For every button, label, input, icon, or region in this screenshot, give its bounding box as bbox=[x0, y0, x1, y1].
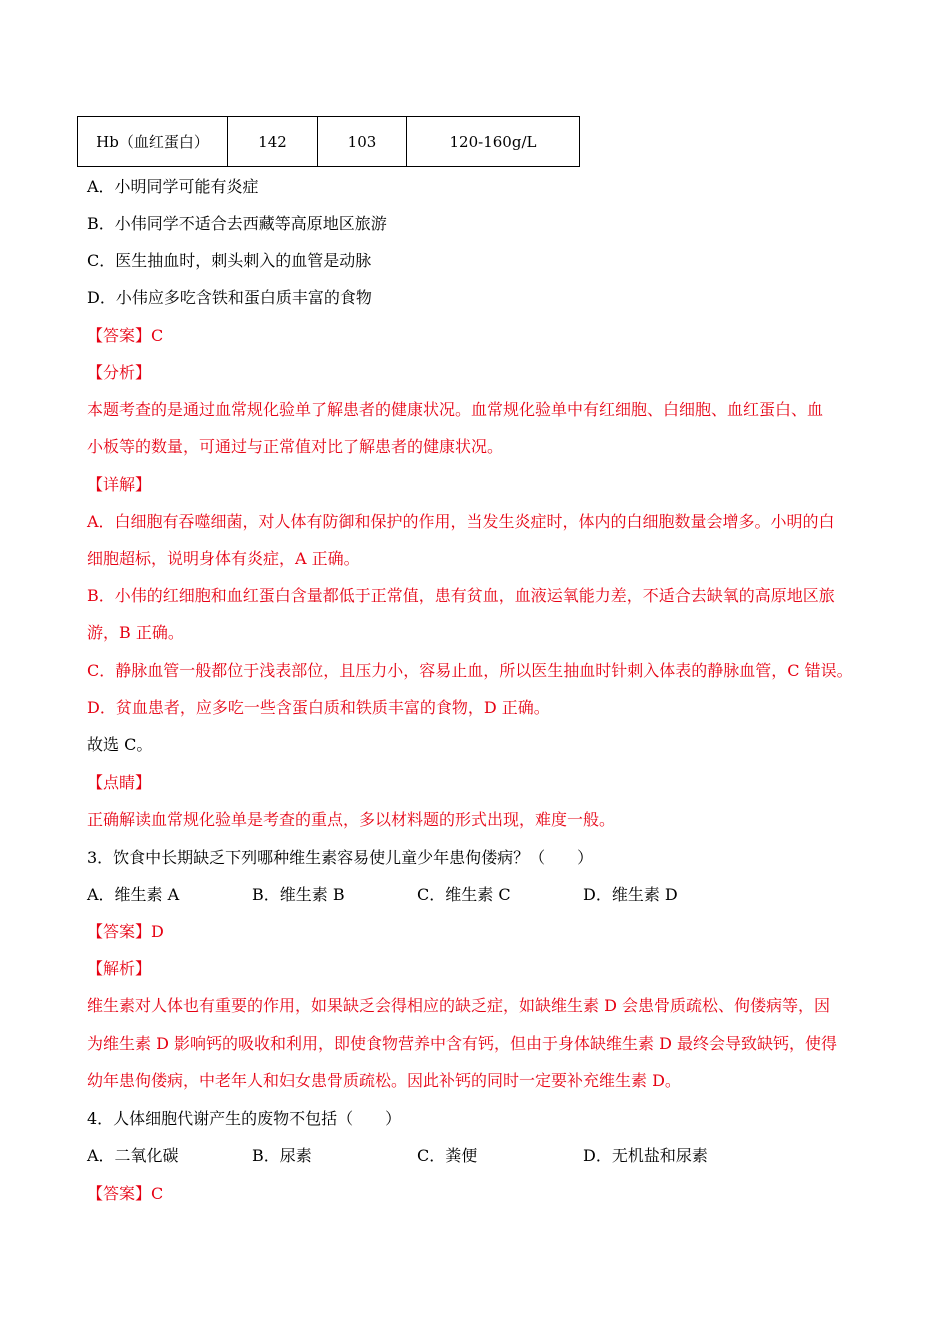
q3-option-a: A．维生素 A bbox=[87, 885, 180, 904]
q3-answer: 【答案】D bbox=[87, 922, 164, 941]
q3-explain-label: 【解析】 bbox=[87, 959, 152, 978]
q2-analysis-label: 【分析】 bbox=[87, 363, 152, 382]
table-row bbox=[78, 117, 580, 167]
q2-detail-line-6: D．贫血患者，应多吃一些含蛋白质和铁质丰富的食物，D 正确。 bbox=[87, 698, 550, 717]
table-cell-xiaoming: 142 bbox=[228, 117, 318, 167]
q2-detail-line-1: A．白细胞有吞噬细菌，对人体有防御和保护的作用，当发生炎症时，体内的白细胞数量会增多。小明的白 bbox=[87, 512, 835, 531]
q3-explain-line-3: 幼年患佝偻病，中老年人和妇女患骨质疏松。因此补钙的同时一定要补充维生素 D。 bbox=[87, 1071, 681, 1090]
q2-comment: 正确解读血常规化验单是考查的重点，多以材料题的形式出现，难度一般。 bbox=[87, 810, 616, 829]
table-cell-normal-range: 120-160g/L bbox=[407, 117, 580, 167]
q3-option-c: C．维生素 C bbox=[417, 885, 511, 904]
q4-option-a: A．二氧化碳 bbox=[87, 1146, 179, 1165]
q4-options bbox=[87, 1146, 787, 1166]
q2-analysis-line-1: 本题考查的是通过血常规化验单了解患者的健康状况。血常规化验单中有红细胞、白细胞、血红蛋白、血 bbox=[87, 400, 824, 419]
q2-answer: 【答案】C bbox=[87, 326, 164, 345]
q4-option-c: C．粪便 bbox=[417, 1146, 478, 1165]
q2-analysis-line-2: 小板等的数量，可通过与正常值对比了解患者的健康状况。 bbox=[87, 437, 504, 456]
q2-detail-line-5: C．静脉血管一般都位于浅表部位，且压力小，容易止血，所以医生抽血时针刺入体表的静脉血管，C 错误。 bbox=[87, 661, 853, 680]
q3-explain-line-1: 维生素对人体也有重要的作用，如果缺乏会得相应的缺乏症，如缺维生素 D 会患骨质疏松、佝偻病等，因 bbox=[87, 996, 831, 1015]
q2-detail-label: 【详解】 bbox=[87, 475, 152, 494]
q3-option-d: D．维生素 D bbox=[583, 885, 678, 904]
table-cell-item: Hb（血红蛋白） bbox=[78, 117, 228, 167]
q3-options bbox=[87, 885, 787, 905]
q2-option-a: A．小明同学可能有炎症 bbox=[87, 177, 259, 196]
blood-test-table bbox=[77, 116, 580, 167]
q2-option-d: D．小伟应多吃含铁和蛋白质丰富的食物 bbox=[87, 288, 372, 307]
q4-answer: 【答案】C bbox=[87, 1184, 164, 1203]
q2-option-b: B．小伟同学不适合去西藏等高原地区旅游 bbox=[87, 214, 387, 233]
q4-option-d: D．无机盐和尿素 bbox=[583, 1146, 708, 1165]
q3-option-b: B．维生素 B bbox=[252, 885, 345, 904]
q2-detail-line-4: 游，B 正确。 bbox=[87, 623, 184, 642]
q2-conclusion: 故选 C。 bbox=[87, 735, 153, 754]
q2-option-c: C．医生抽血时，刺头刺入的血管是动脉 bbox=[87, 251, 372, 270]
q3-explain-line-2: 为维生素 D 影响钙的吸收和利用，即使食物营养中含有钙，但由于身体缺维生素 D 最终会导致缺钙，使得 bbox=[87, 1034, 838, 1053]
q3-stem: 3．饮食中长期缺乏下列哪种维生素容易使儿童少年患佝偻病？（ ） bbox=[87, 848, 594, 867]
q2-detail-line-3: B．小伟的红细胞和血红蛋白含量都低于正常值，患有贫血，血液运氧能力差，不适合去缺氧的高原地区旅 bbox=[87, 586, 835, 605]
table-cell-xiaowei: 103 bbox=[318, 117, 407, 167]
q4-option-b: B．尿素 bbox=[252, 1146, 312, 1165]
q2-detail-line-2: 细胞超标，说明身体有炎症，A 正确。 bbox=[87, 549, 360, 568]
q4-stem: 4．人体细胞代谢产生的废物不包括（ ） bbox=[87, 1109, 402, 1128]
q2-comment-label: 【点睛】 bbox=[87, 773, 152, 792]
